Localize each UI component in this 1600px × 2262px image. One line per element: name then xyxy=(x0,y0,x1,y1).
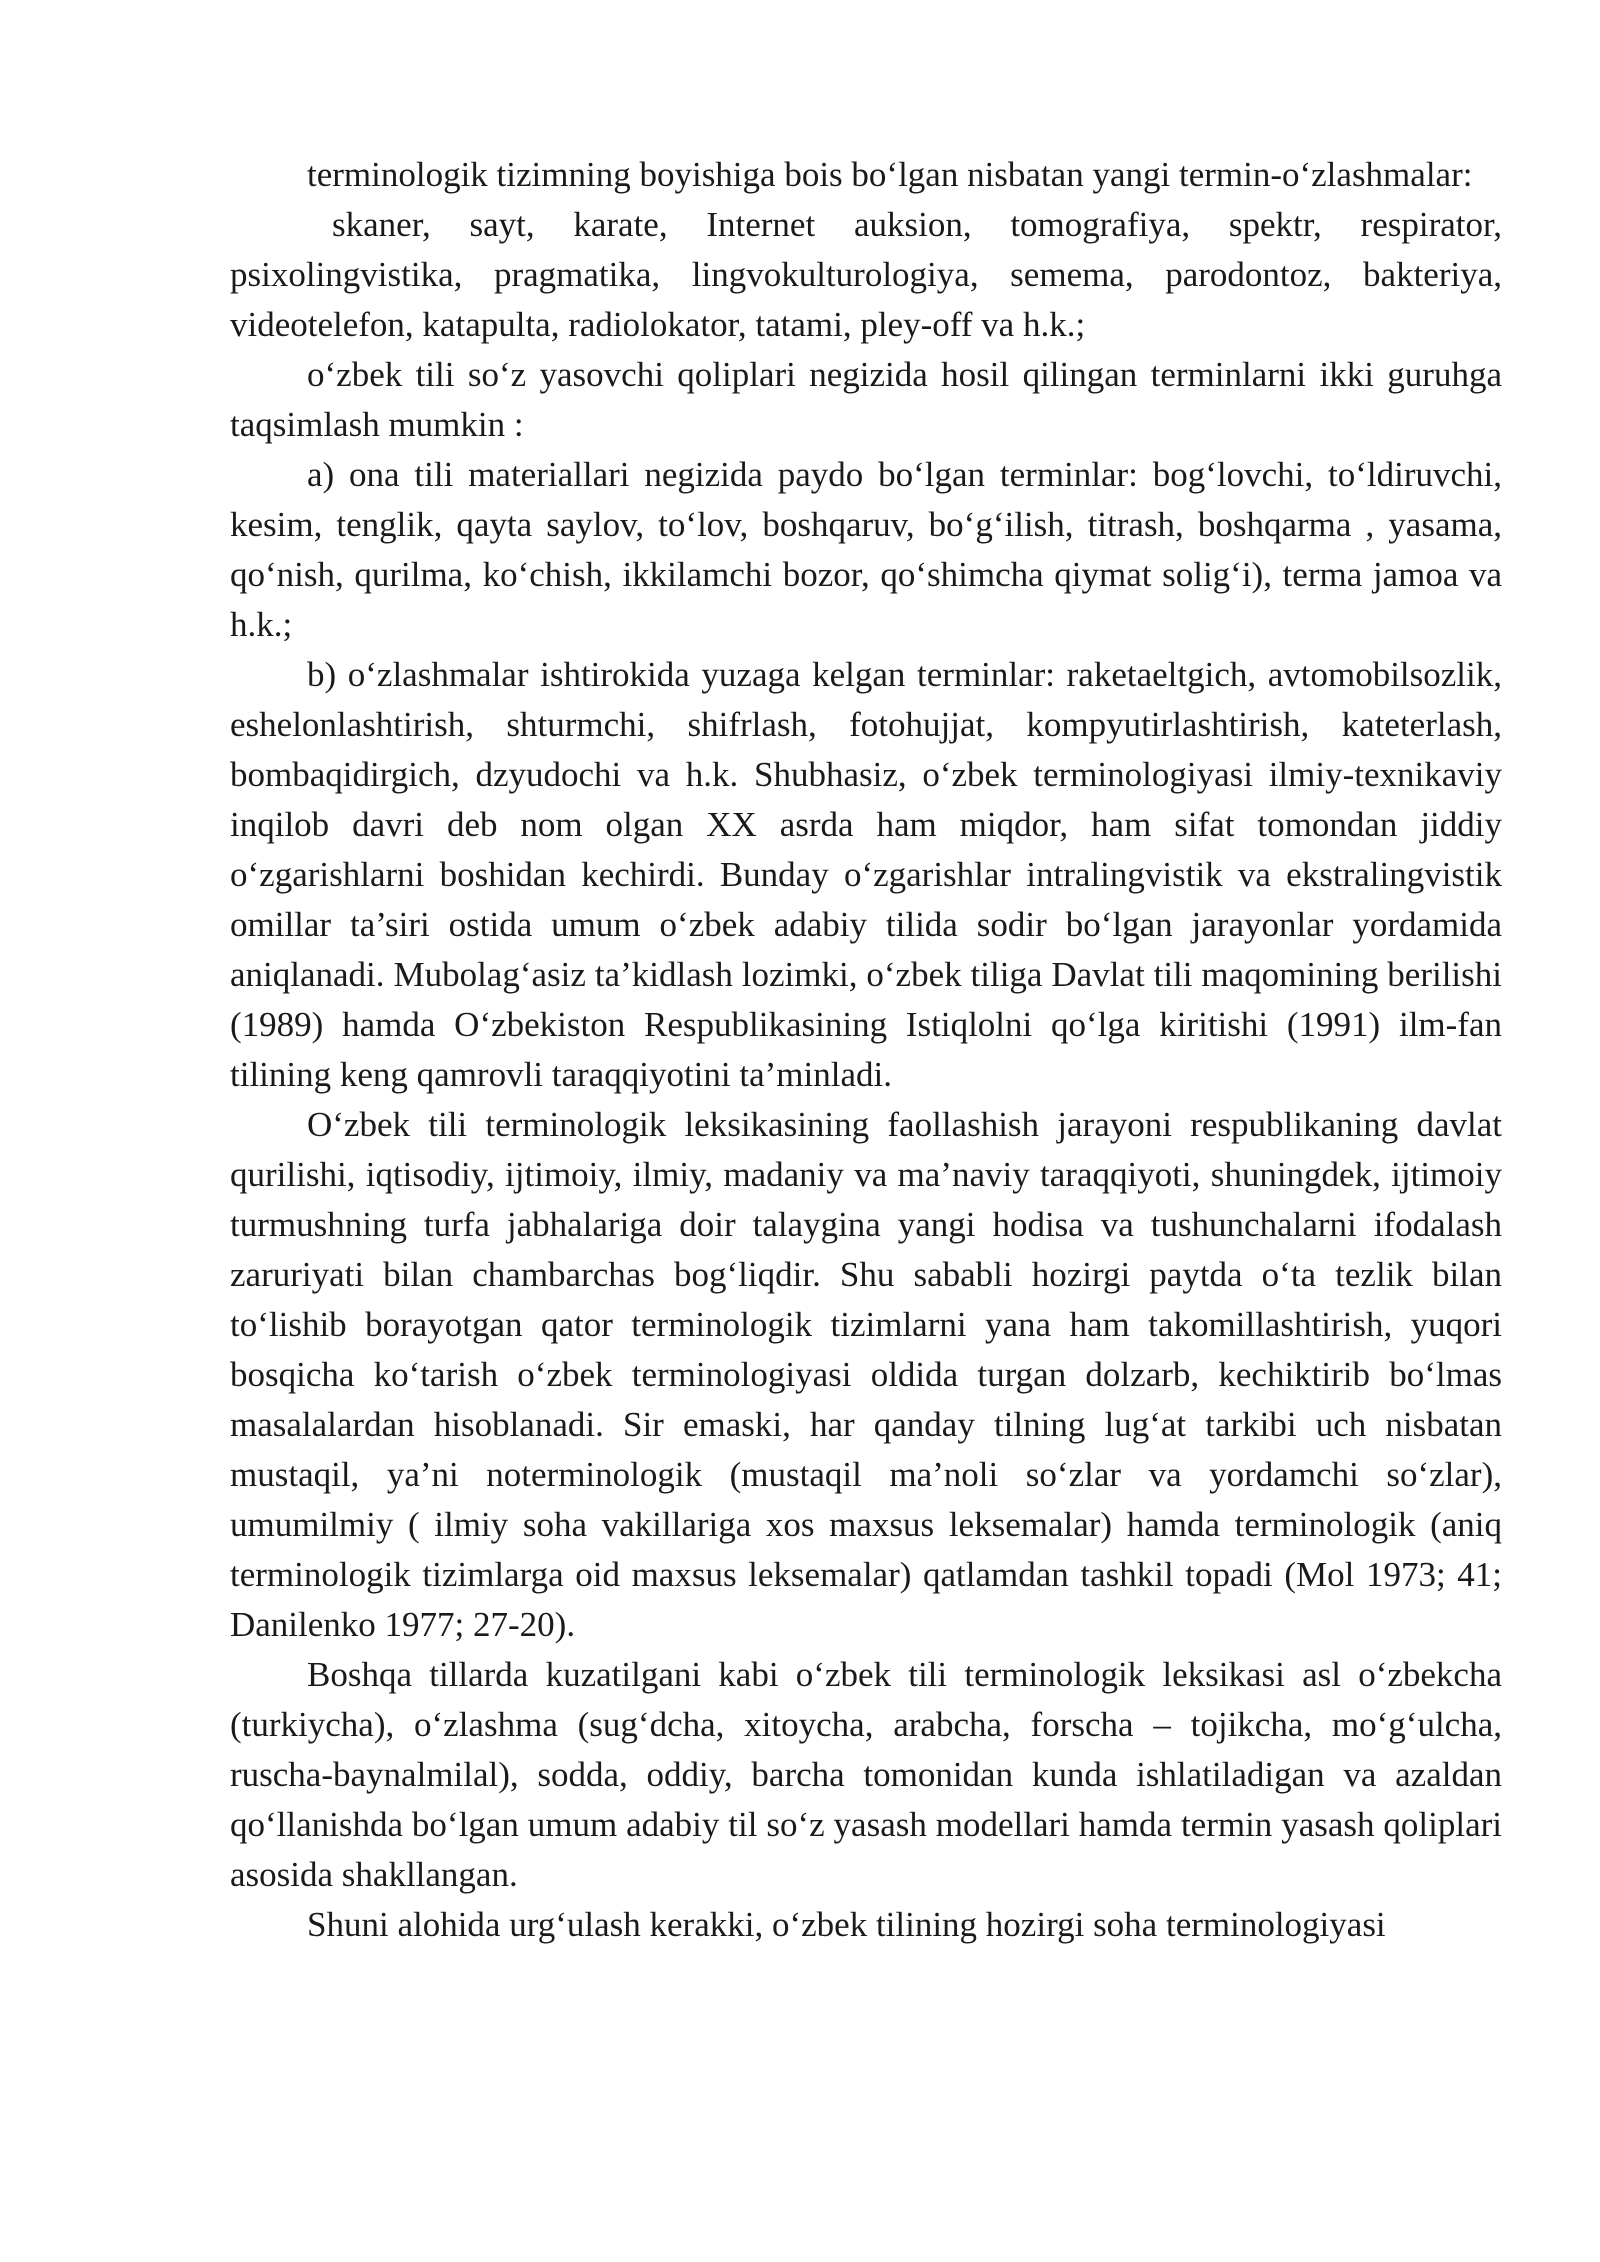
paragraph-2: skaner, sayt, karate, Internet auksion, tomografiya, spektr, respirator, psixolingvistika, pragmatika, lingvokulturologiya, semema, parodontoz, bakteriya, videotelefon, katapulta, radiolokator, tatami, pley-off va h.k.; xyxy=(230,205,1502,344)
paragraph-7: Boshqa tillarda kuzatilgani kabi o‘zbek tili terminologik leksikasi asl o‘zbekcha (turkiycha), o‘zlashma (sug‘dcha, xitoycha, arabcha, forscha – tojikcha, mo‘g‘ulcha, ruscha-baynalmilal), sodda, oddiy, barcha tomonidan kunda ishlatiladigan va azaldan qo‘llanishda bo‘lgan umum adabiy til so‘z yasash modellari hamda termin yasash qoliplari asosida shakllangan. xyxy=(230,1655,1502,1894)
paragraph-6: O‘zbek tili terminologik leksikasining faollashish jarayoni respublikaning davlat qurilishi, iqtisodiy, ijtimoiy, ilmiy, madaniy va ma’naviy taraqqiyoti, shuningdek, ijtimoiy turmushning turfa jabhalariga doir talaygina yangi hodisa va tushunchalarni ifodalash zaruriyati bilan chambarchas bog‘liqdir. Shu sababli hozirgi paytda o‘ta tezlik bilan to‘lishib borayotgan qator terminologik tizimlarni yana ham takomillashtirish, yuqori bosqicha ko‘tarish o‘zbek terminologiyasi oldida turgan dolzarb, kechiktirib bo‘lmas masalalardan hisoblanadi. Sir emaski, har qanday tilning lug‘at tarkibi uch nisbatan mustaqil, ya’ni noterminologik (mustaqil ma’noli so‘zlar va yordamchi so‘zlar), umumilmiy ( ilmiy soha vakillariga xos maxsus leksemalar) hamda terminologik (aniq terminologik tizimlarga oid maxsus leksemalar) qatlamdan tashkil topadi (Mol 1973; 41; Danilenko 1977; 27-20). xyxy=(230,1105,1502,1644)
paragraph-5: b) o‘zlashmalar ishtirokida yuzaga kelgan terminlar: raketaeltgich, avtomobilsozlik, eshelonlashtirish, shturmchi, shifrlash, fotohujjat, kompyutirlashtirish, kateterlash, bombaqidirgich, dzyudochi va h.k. Shubhasiz, o‘zbek terminologiyasi ilmiy-texnikaviy inqilob davri deb nom olgan XX asrda ham miqdor, ham sifat tomondan jiddiy o‘zgarishlarni boshidan kechirdi. Bunday o‘zgarishlar intralingvistik va ekstralingvistik omillar ta’siri ostida umum o‘zbek adabiy tilida sodir bo‘lgan jarayonlar yordamida aniqlanadi. Mubolag‘asiz ta’kidlash lozimki, o‘zbek tiliga Davlat tili maqomining berilishi (1989) hamda O‘zbekiston Respublikasining Istiqlolni qo‘lga kiritishi (1991) ilm-fan tilining keng qamrovli taraqqiyotini ta’minladi. xyxy=(230,655,1502,1094)
paragraph-8: Shuni alohida urg‘ulash kerakki, o‘zbek tilining hozirgi soha terminologiyasi xyxy=(307,1905,1386,1944)
paragraph-4: a) ona tili materiallari negizida paydo bo‘lgan terminlar: bog‘lovchi, to‘ldiruvchi, kesim, tenglik, qayta saylov, to‘lov, boshqaruv, bo‘g‘ilish, titrash, boshqarma , yasama, qo‘nish, qurilma, ko‘chish, ikkilamchi bozor, qo‘shimcha qiymat solig‘i), terma jamoa va h.k.; xyxy=(230,455,1502,644)
paragraph-3: o‘zbek tili so‘z yasovchi qoliplari negizida hosil qilingan terminlarni ikki guruhga taqsimlash mumkin : xyxy=(230,355,1502,444)
document-page xyxy=(230,150,1502,1950)
paragraph-1: terminologik tizimning boyishiga bois bo‘lgan nisbatan yangi termin-o‘zlashmalar: xyxy=(307,155,1473,194)
